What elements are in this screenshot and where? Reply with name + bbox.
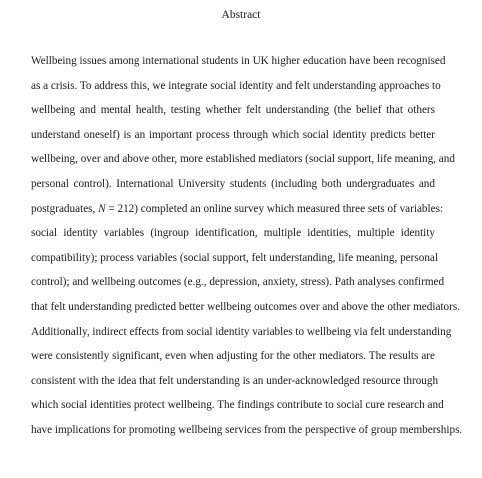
abstract-line: that felt understanding predicted better wellbeing outcomes over and above the other mediators. <box>31 300 461 313</box>
abstract-line: as a crisis. To address this, we integrate social identity and felt understanding approaches to <box>31 79 441 92</box>
abstract-heading: Abstract <box>221 9 261 21</box>
abstract-body <box>31 54 463 448</box>
abstract-line: wellbeing and mental health, testing whether felt understanding (the belief that others <box>31 104 435 117</box>
abstract-line: Additionally, indirect effects from social identity variables to wellbeing via felt understanding <box>31 325 452 338</box>
abstract-line: consistent with the idea that felt understanding is an under-acknowledged resource through <box>31 374 439 387</box>
abstract-line: have implications for promoting wellbeing services from the perspective of group memberships. <box>31 423 463 436</box>
abstract-line: postgraduates, N = 212) completed an online survey which measured three sets of variables: <box>31 202 444 215</box>
abstract-line: social identity variables (ingroup identification, multiple identities, multiple identity <box>31 227 435 240</box>
sample-size-symbol: N <box>98 202 106 215</box>
abstract-line: Wellbeing issues among international students in UK higher education have been recognised <box>31 55 446 67</box>
abstract-line: compatibility); process variables (social support, felt understanding, life meaning, personal <box>31 251 438 264</box>
abstract-line: which social identities protect wellbeing. The findings contribute to social cure research and <box>31 399 444 412</box>
abstract-line: were consistently significant, even when adjusting for the other mediators. The results are <box>31 350 435 363</box>
abstract-line: wellbeing, over and above other, more established mediators (social support, life meaning, and <box>31 153 455 166</box>
abstract-line: personal control). International University students (including both undergraduates and <box>31 177 435 190</box>
abstract-line: control); and wellbeing outcomes (e.g., depression, anxiety, stress). Path analyses confirmed <box>31 276 445 289</box>
abstract-line: understand oneself) is an important process through which social identity predicts better <box>31 128 435 141</box>
